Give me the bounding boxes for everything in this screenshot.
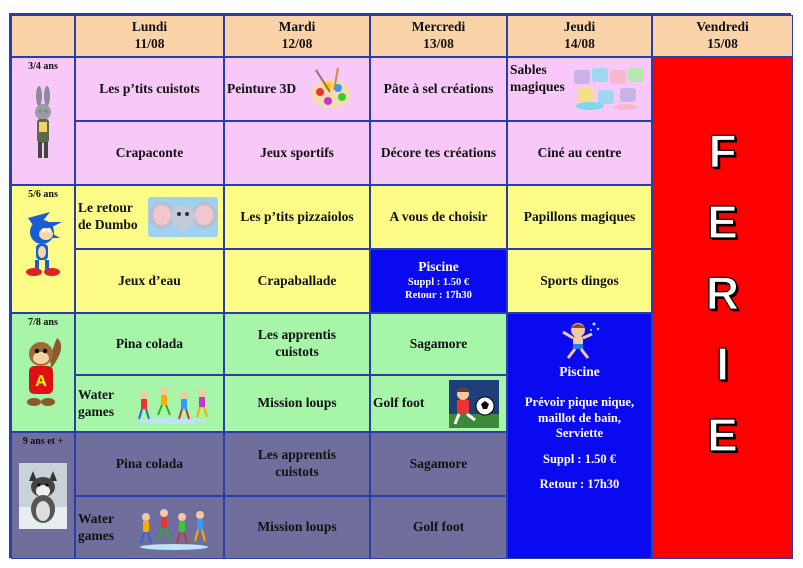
husky-dog-icon xyxy=(19,463,67,529)
bunny-icon xyxy=(28,86,58,166)
svg-text:A: A xyxy=(35,372,47,390)
chipmunk-icon xyxy=(23,336,63,412)
piscine-thursday-cell: Piscine Prévoir pique nique, maillot de bain, Serviette Suppl : 1.50 € Retour : 17h30 xyxy=(507,313,652,559)
activity-cell: Crapaconte xyxy=(75,121,224,185)
activity-cell: Décore tes créations xyxy=(370,121,507,185)
sand-jars-icon xyxy=(570,62,648,112)
weekly-schedule xyxy=(9,13,791,558)
swimmer-icon xyxy=(558,320,602,362)
activity-cell: Les apprentis cuistots xyxy=(224,313,370,375)
activity-cell: Mission loups xyxy=(224,375,370,432)
age-group-7-8: 7/8 ans A xyxy=(11,313,75,432)
activity-cell: Jeux sportifs xyxy=(224,121,370,185)
activity-cell: Papillons magiques xyxy=(507,185,652,249)
activity-cell: Sagamore xyxy=(370,313,507,375)
corner-cell xyxy=(11,15,75,57)
hedgehog-character-icon xyxy=(20,208,66,280)
age-group-3-4: 3/4 ans xyxy=(11,57,75,185)
activity-cell: Water games xyxy=(75,496,224,559)
activity-cell: A vous de choisir xyxy=(370,185,507,249)
activity-cell: Ciné au centre xyxy=(507,121,652,185)
activity-cell: Pina colada xyxy=(75,432,224,496)
activity-cell: Sables magiques xyxy=(507,57,652,121)
age-group-5-6: 5/6 ans xyxy=(11,185,75,313)
activity-cell: Le retour de Dumbo xyxy=(75,185,224,249)
activity-cell: Peinture 3D xyxy=(224,57,370,121)
paint-palette-icon xyxy=(308,66,354,112)
kids-playing-icon xyxy=(136,505,212,551)
activity-cell: Crapaballade xyxy=(224,249,370,313)
activity-cell: Sagamore xyxy=(370,432,507,496)
kids-playing-icon xyxy=(132,383,212,425)
football-player-icon xyxy=(449,380,499,428)
day-header-mardi: Mardi 12/08 xyxy=(224,15,370,57)
activity-cell: Les p’tits cuistots xyxy=(75,57,224,121)
activity-cell: Sports dingos xyxy=(507,249,652,313)
age-group-9-plus: 9 ans et + xyxy=(11,432,75,559)
activity-cell: Water games xyxy=(75,375,224,432)
piscine-wednesday-cell: Piscine Suppl : 1.50 € Retour : 17h30 xyxy=(370,249,507,313)
day-header-lundi: Lundi 11/08 xyxy=(75,15,224,57)
activity-cell: Golf foot xyxy=(370,375,507,432)
activity-cell: Golf foot xyxy=(370,496,507,559)
activity-cell: Mission loups xyxy=(224,496,370,559)
activity-cell: Pina colada xyxy=(75,313,224,375)
activity-cell: Les apprentis cuistots xyxy=(224,432,370,496)
activity-cell: Les p’tits pizzaiolos xyxy=(224,185,370,249)
day-header-mercredi: Mercredi 13/08 xyxy=(370,15,507,57)
day-header-jeudi: Jeudi 14/08 xyxy=(507,15,652,57)
ferie-holiday-cell: F E R I E xyxy=(652,57,793,559)
activity-cell: Pâte à sel créations xyxy=(370,57,507,121)
day-header-vendredi: Vendredi 15/08 xyxy=(652,15,793,57)
dumbo-elephant-icon xyxy=(148,197,218,237)
activity-cell: Jeux d’eau xyxy=(75,249,224,313)
